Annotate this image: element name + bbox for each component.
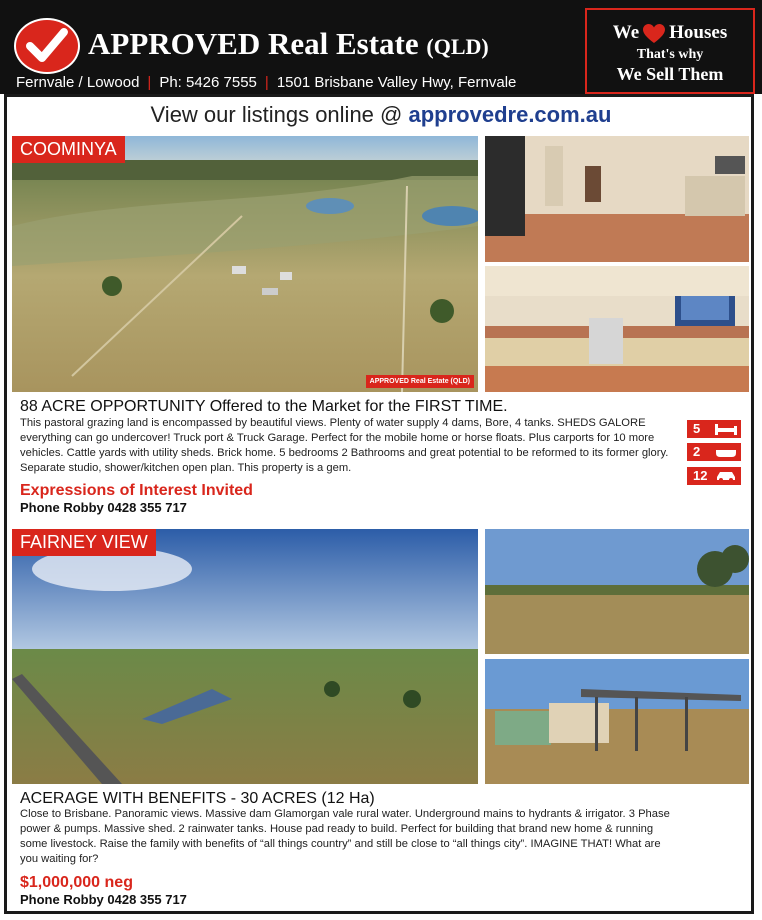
slogan-badge: We Houses That's why We Sell Them [585, 8, 755, 94]
heart-icon [643, 24, 665, 44]
paddock-photo [485, 529, 749, 654]
contact-line: Fernvale / Lowood | Ph: 5426 7555 | 1501 Brisbane Valley Hwy, Fernvale [16, 74, 517, 91]
office-address: 1501 Brisbane Valley Hwy, Fernvale [276, 74, 517, 91]
website-banner: View our listings online @ approvedre.com.au [150, 102, 612, 127]
office-phone: Ph: 5426 7555 [159, 74, 257, 91]
bathrooms-badge: 2 [687, 443, 741, 461]
kitchen-photo [485, 266, 749, 392]
checkmark-icon [16, 20, 78, 72]
header-banner [0, 0, 762, 94]
listing-price: $1,000,000 neg [20, 874, 133, 891]
listing-headline: 88 ACRE OPPORTUNITY Offered to the Market for the FIRST TIME. [20, 398, 508, 415]
office-location: Fernvale / Lowood [16, 74, 140, 91]
listing-suburb-tag: FAIRNEY VIEW [12, 529, 156, 556]
bed-icon [715, 423, 737, 435]
aerial-acreage-photo [12, 529, 478, 784]
listing-suburb-tag: COOMINYA [12, 136, 125, 163]
listing-headline: ACERAGE WITH BENEFITS - 30 ACRES (12 Ha) [20, 790, 375, 807]
agent-phone: Phone Robby 0428 355 717 [20, 892, 187, 907]
parking-badge: 12 [687, 467, 741, 485]
agent-phone: Phone Robby 0428 355 717 [20, 500, 187, 515]
interior-living-photo [485, 136, 749, 262]
bedrooms-badge: 5 [687, 420, 741, 438]
website-link[interactable]: approvedre.com.au [408, 102, 612, 127]
listing-description: This pastoral grazing land is encompassed by beautiful views. Plenty of water supply 4 dams, Bore, 4 tanks. SHEDS GALORE everything can go undercover! Truck port & Truck Garage. Perfect for the mobile home or horse floats. Plus carports for 10 more vehicles. Cattle yards with utility sheds. Brick home. 5 bedrooms 2 Bathrooms and great potential to be reformed to its former glory. Separate studio, shower/kitchen open plan. This property is a gem. [20, 417, 669, 474]
listing-description: Close to Brisbane. Panoramic views. Massive dam Glamorgan vale rural water. Underground mains to hydrants & irrigator. 3 Phase power & pumps. Massive shed. 2 rainwater tanks. House pad ready to build. Perfect for building that brand new home & running some livestock. Raise the family with benefits of “all things country” and still be close to “all things city”. IMAGINE THAT! What are you waiting for? [20, 808, 670, 865]
aerial-farm-photo [12, 136, 478, 392]
bath-icon [715, 446, 737, 458]
approved-logo [14, 18, 80, 74]
car-icon [715, 470, 737, 482]
watermark-logo: APPROVED Real Estate (QLD) [366, 375, 474, 388]
listing-price: Expressions of Interest Invited [20, 482, 253, 499]
shed-photo [485, 659, 749, 784]
brand-name: APPROVED Real Estate (QLD) [88, 26, 489, 61]
